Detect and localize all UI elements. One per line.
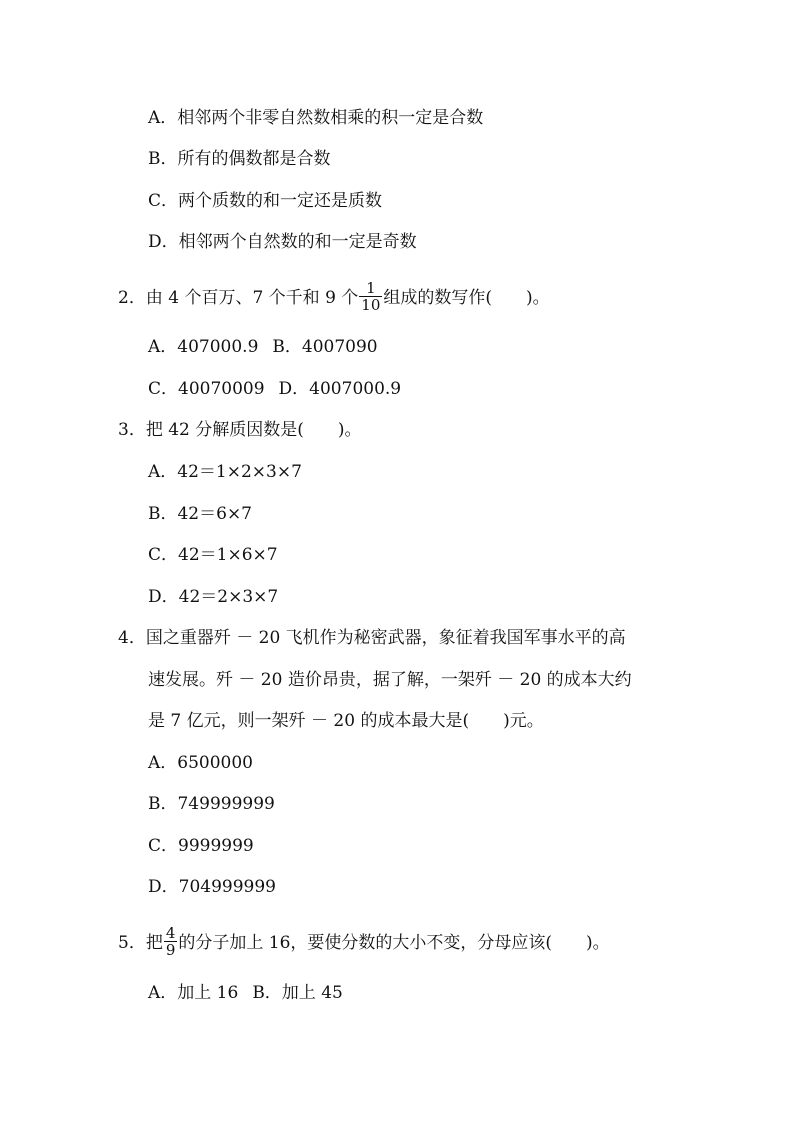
- q3-option-b: B．42＝6×7: [148, 504, 253, 524]
- q5-stem: [118, 924, 610, 960]
- q4-stem-line1: [118, 626, 626, 650]
- q3-text: 把 42 分解质因数是( )。: [145, 420, 362, 440]
- q4-option-a: A．6500000: [148, 753, 253, 773]
- q2-stem: [118, 279, 550, 315]
- q2-option-a: A．407000.9: [148, 337, 259, 357]
- q5-options-row1: [148, 981, 343, 1005]
- q5-fraction-numerator: 4: [165, 924, 176, 942]
- q3-option-a: A．42＝1×2×3×7: [148, 462, 302, 482]
- q5-fraction-denominator: 9: [165, 941, 176, 959]
- q5-text-before: 把: [145, 933, 163, 953]
- q4-option-d: D．704999999: [148, 877, 276, 897]
- q4-number: 4．: [118, 628, 146, 648]
- q2-options-row2: [148, 377, 401, 401]
- q1-option-c: C．两个质数的和一定还是质数: [148, 191, 383, 211]
- q4-option-c: C．9999999: [148, 836, 254, 856]
- q5-fraction: [164, 925, 178, 958]
- q2-option-c: C．40070009: [148, 379, 265, 399]
- q3-number: 3．: [118, 420, 146, 440]
- q2-option-d: D．4007000.9: [278, 379, 402, 399]
- q3-option-d: D．42＝2×3×7: [148, 587, 279, 607]
- q2-text-before: 由 4 个百万、7 个千和 9 个: [145, 288, 359, 308]
- q5-number: 5．: [118, 933, 146, 953]
- q3-option-c: C．42＝1×6×7: [148, 545, 278, 565]
- q1-option-d: D．相邻两个自然数的和一定是奇数: [148, 232, 417, 252]
- q2-fraction: [359, 280, 382, 313]
- q3-stem: [118, 418, 362, 442]
- q2-fraction-numerator: 1: [366, 279, 376, 297]
- q5-text-after: 的分子加上 16，要使分数的大小不变，分母应该( )。: [178, 933, 610, 953]
- q1-option-a: A．相邻两个非零自然数相乘的积一定是合数: [148, 108, 484, 128]
- q2-text-after: 组成的数写作( )。: [383, 288, 550, 308]
- q5-option-b: B．加上 45: [252, 983, 343, 1003]
- q5-option-a: A．加上 16: [148, 983, 239, 1003]
- q4-option-b: B．749999999: [148, 794, 275, 814]
- q4-line-1: 国之重器歼 － 20 飞机作为秘密武器，象征着我国军事水平的高: [145, 628, 626, 648]
- q2-fraction-denominator: 10: [361, 296, 381, 314]
- q1-option-b: B．所有的偶数都是合数: [148, 149, 331, 169]
- q4-line-2: 速发展。歼 － 20 造价昂贵，据了解，一架歼 － 20 的成本大约: [148, 670, 632, 690]
- q2-option-b: B．4007090: [272, 337, 378, 357]
- q2-options-row1: [148, 335, 378, 359]
- q2-number: 2．: [118, 288, 146, 308]
- q4-line-3: 是 7 亿元，则一架歼 － 20 的成本最大是( )元。: [148, 711, 544, 731]
